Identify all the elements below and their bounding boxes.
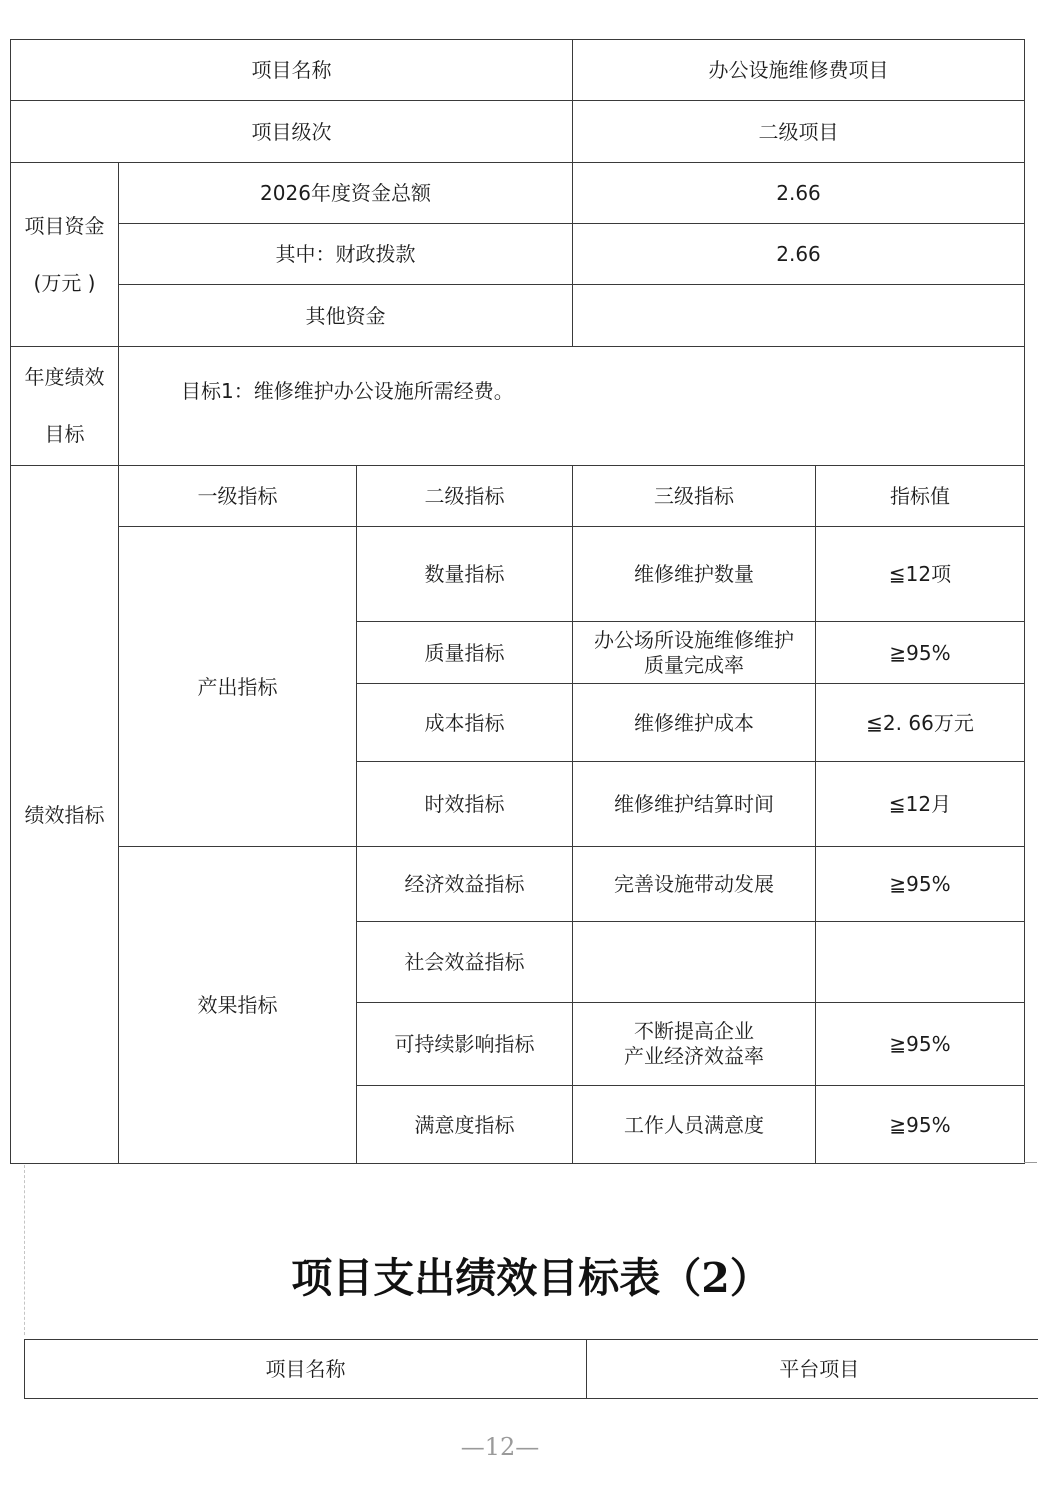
timeliness-indicator-label: 时效指标: [357, 762, 573, 847]
annual-goal-label-line2: 目标: [44, 422, 85, 446]
funds-fiscal-label: 其中：财政拨款: [119, 224, 573, 285]
page-number: —12—: [460, 1433, 540, 1461]
cost-indicator-label: 成本指标: [357, 684, 573, 762]
indicator-header-row: [11, 466, 1025, 527]
funds-label-line1: 项目资金: [24, 213, 105, 238]
header-level1: 一级指标: [119, 466, 357, 527]
project-name-label-2: 项目名称: [25, 1340, 587, 1399]
header-level3: 三级指标: [573, 466, 816, 527]
header-level2: 二级指标: [357, 466, 573, 527]
funds-other-label: 其他资金: [119, 285, 573, 347]
sustainability-indicator-value: ≧95%: [816, 1003, 1025, 1086]
funds-fiscal-row: [11, 224, 1025, 285]
project-level-value: 二级项目: [573, 101, 1025, 163]
satisfaction-indicator-detail: 工作人员满意度: [573, 1086, 816, 1164]
project-name-value: 办公设施维修费项目: [573, 40, 1025, 101]
annual-goal-label-line1: 年度绩效: [24, 365, 105, 389]
quantity-indicator-detail: 维修维护数量: [573, 527, 816, 622]
satisfaction-indicator-label: 满意度指标: [357, 1086, 573, 1164]
indicators-label: 绩效指标: [11, 466, 119, 1164]
table-row: [11, 847, 1025, 922]
satisfaction-indicator-value: ≧95%: [816, 1086, 1025, 1164]
social-indicator-detail: [573, 922, 816, 1003]
funds-total-row: [11, 163, 1025, 224]
annual-goal-label: [11, 347, 119, 466]
project-level-label: 项目级次: [11, 101, 573, 163]
project-name-value-2: 平台项目: [587, 1340, 1038, 1399]
project-name-row: [11, 40, 1025, 101]
sustainability-indicator-detail: [573, 1003, 816, 1086]
quality-indicator-detail: [573, 622, 816, 684]
output-indicators-label: 产出指标: [119, 527, 357, 847]
performance-target-table: [10, 39, 1025, 1164]
quantity-indicator-label: 数量指标: [357, 527, 573, 622]
annual-goal-row: [11, 347, 1025, 466]
timeliness-indicator-value: ≦12月: [816, 762, 1025, 847]
cost-indicator-value: ≦2. 66万元: [816, 684, 1025, 762]
sustainability-indicator-detail-line1: 不断提高企业: [634, 1019, 754, 1043]
funds-total-label: 2026年度资金总额: [119, 163, 573, 224]
economic-indicator-detail: 完善设施带动发展: [573, 847, 816, 922]
funds-total-value: 2.66: [573, 163, 1025, 224]
social-indicator-value: [816, 922, 1025, 1003]
quality-indicator-label: 质量指标: [357, 622, 573, 684]
quality-indicator-value: ≧95%: [816, 622, 1025, 684]
sustainability-indicator-label: 可持续影响指标: [357, 1003, 573, 1086]
effect-indicators-label: 效果指标: [119, 847, 357, 1164]
project-name-label: 项目名称: [11, 40, 573, 101]
funds-other-row: [11, 285, 1025, 347]
performance-target-table-2: [24, 1339, 1038, 1399]
sustainability-indicator-detail-line2: 产业经济效益率: [624, 1044, 764, 1068]
economic-indicator-label: 经济效益指标: [357, 847, 573, 922]
table-edge-line: [1024, 1162, 1037, 1163]
funds-fiscal-value: 2.66: [573, 224, 1025, 285]
project-name-row-2: [25, 1340, 1038, 1399]
quality-indicator-detail-line2: 质量完成率: [644, 652, 744, 677]
page-dashed-divider: [24, 1165, 25, 1335]
economic-indicator-value: ≧95%: [816, 847, 1025, 922]
section-title: 项目支出绩效目标表（2）: [291, 1254, 771, 1302]
quantity-indicator-value: ≦12项: [816, 527, 1025, 622]
annual-goal-text: 目标1：维修维护办公设施所需经费。: [119, 347, 1025, 466]
quality-indicator-detail-line1: 办公场所设施维修维护: [594, 627, 794, 652]
table-row: [11, 527, 1025, 622]
funds-label-line2: (万元 ): [33, 270, 96, 295]
header-value: 指标值: [816, 466, 1025, 527]
funds-label: [11, 163, 119, 347]
timeliness-indicator-detail: 维修维护结算时间: [573, 762, 816, 847]
funds-other-value: [573, 285, 1025, 347]
social-indicator-label: 社会效益指标: [357, 922, 573, 1003]
cost-indicator-detail: 维修维护成本: [573, 684, 816, 762]
project-level-row: [11, 101, 1025, 163]
